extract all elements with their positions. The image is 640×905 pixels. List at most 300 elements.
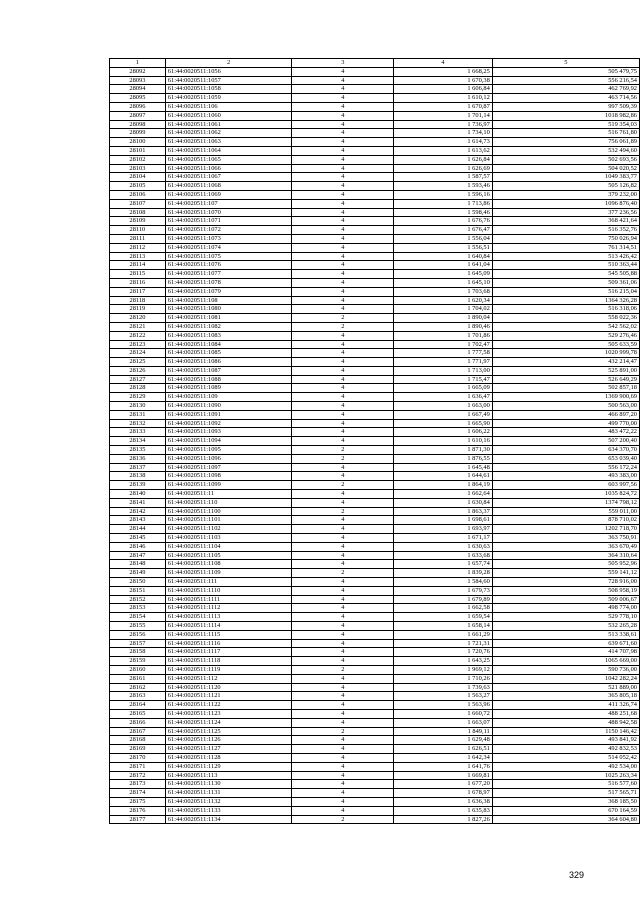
table-row (110, 419, 640, 428)
area-cell: 1 679,73 (394, 586, 493, 595)
table-row (110, 613, 640, 622)
cadastral-number-cell: 61:44:0020511:1058 (165, 85, 292, 94)
table-row (110, 560, 640, 569)
value-cell: 462 769,92 (492, 85, 639, 94)
cadastral-number-cell: 61:44:0020511:1087 (165, 366, 292, 375)
value-cell: 507 200,40 (492, 437, 639, 446)
category-cell: 4 (292, 428, 394, 437)
cadastral-number-cell: 61:44:0020511:1113 (165, 613, 292, 622)
category-cell: 4 (292, 173, 394, 182)
category-cell: 4 (292, 261, 394, 270)
row-number-cell: 28137 (110, 463, 166, 472)
table-row (110, 111, 640, 120)
row-number-cell: 28095 (110, 94, 166, 103)
cadastral-number-cell: 61:44:0020511:1070 (165, 208, 292, 217)
row-number-cell: 28115 (110, 270, 166, 279)
value-cell: 603 997,56 (492, 481, 639, 490)
table-row (110, 806, 640, 815)
category-cell: 4 (292, 138, 394, 147)
table-row (110, 745, 640, 754)
table-row (110, 648, 640, 657)
category-cell: 4 (292, 146, 394, 155)
table-row (110, 331, 640, 340)
table-row (110, 507, 640, 516)
category-cell: 4 (292, 67, 394, 76)
category-cell: 2 (292, 507, 394, 516)
area-cell: 1 703,68 (394, 287, 493, 296)
table-row (110, 190, 640, 199)
row-number-cell: 28117 (110, 287, 166, 296)
table-row (110, 226, 640, 235)
value-cell: 653 039,40 (492, 454, 639, 463)
row-number-cell: 28155 (110, 622, 166, 631)
row-number-cell: 28124 (110, 349, 166, 358)
row-number-cell: 28159 (110, 657, 166, 666)
row-number-cell: 28164 (110, 701, 166, 710)
category-cell: 4 (292, 129, 394, 138)
value-cell: 728 916,00 (492, 578, 639, 587)
table-header-row (110, 59, 640, 68)
table-row (110, 604, 640, 613)
cadastral-number-cell: 61:44:0020511:1061 (165, 120, 292, 129)
category-cell: 4 (292, 349, 394, 358)
area-cell: 1 660,72 (394, 709, 493, 718)
table-row (110, 340, 640, 349)
area-cell: 1 827,26 (394, 815, 493, 824)
area-cell: 1 739,63 (394, 683, 493, 692)
value-cell: 483 472,22 (492, 428, 639, 437)
value-cell: 379 232,00 (492, 190, 639, 199)
cadastral-number-cell: 61:44:0020511:1133 (165, 806, 292, 815)
row-number-cell: 28106 (110, 190, 166, 199)
table-row (110, 270, 640, 279)
cadastral-number-cell: 61:44:0020511:1081 (165, 314, 292, 323)
row-number-cell: 28096 (110, 102, 166, 111)
value-cell: 505 633,59 (492, 340, 639, 349)
category-cell: 4 (292, 525, 394, 534)
cadastral-number-cell: 61:44:0020511:1067 (165, 173, 292, 182)
value-cell: 670 164,59 (492, 806, 639, 815)
cadastral-number-cell: 61:44:0020511:1116 (165, 639, 292, 648)
row-number-cell: 28158 (110, 648, 166, 657)
row-number-cell: 28125 (110, 358, 166, 367)
category-cell: 4 (292, 76, 394, 85)
cadastral-number-cell: 61:44:0020511:1094 (165, 437, 292, 446)
cadastral-number-cell: 61:44:0020511:1127 (165, 745, 292, 754)
value-cell: 510 363,44 (492, 261, 639, 270)
category-cell: 4 (292, 270, 394, 279)
cadastral-number-cell: 61:44:0020511:1109 (165, 569, 292, 578)
area-cell: 1 713,00 (394, 366, 493, 375)
category-cell: 4 (292, 287, 394, 296)
area-cell: 1 636,47 (394, 393, 493, 402)
value-cell: 1096 876,40 (492, 199, 639, 208)
row-number-cell: 28156 (110, 630, 166, 639)
row-number-cell: 28150 (110, 578, 166, 587)
value-cell: 411 326,74 (492, 701, 639, 710)
row-number-cell: 28171 (110, 762, 166, 771)
table-row (110, 349, 640, 358)
cadastral-number-cell: 61:44:0020511:1080 (165, 305, 292, 314)
value-cell: 516 352,76 (492, 226, 639, 235)
category-cell: 4 (292, 234, 394, 243)
area-cell: 1 633,68 (394, 551, 493, 560)
table-row (110, 569, 640, 578)
area-cell: 1 969,12 (394, 665, 493, 674)
area-cell: 1 839,28 (394, 569, 493, 578)
area-cell: 1 702,47 (394, 340, 493, 349)
column-header-5: 5 (492, 59, 639, 68)
table-row (110, 797, 640, 806)
table-row (110, 551, 640, 560)
row-number-cell: 28172 (110, 771, 166, 780)
table-row (110, 402, 640, 411)
cadastral-number-cell: 61:44:0020511:1123 (165, 709, 292, 718)
category-cell: 2 (292, 815, 394, 824)
table-row (110, 384, 640, 393)
area-cell: 1 670,38 (394, 76, 493, 85)
value-cell: 377 236,56 (492, 208, 639, 217)
category-cell: 4 (292, 490, 394, 499)
area-cell: 1 721,31 (394, 639, 493, 648)
row-number-cell: 28120 (110, 314, 166, 323)
area-cell: 1 645,10 (394, 278, 493, 287)
value-cell: 756 061,89 (492, 138, 639, 147)
area-cell: 1 715,47 (394, 375, 493, 384)
area-cell: 1 670,87 (394, 102, 493, 111)
area-cell: 1 871,30 (394, 446, 493, 455)
row-number-cell: 28111 (110, 234, 166, 243)
row-number-cell: 28133 (110, 428, 166, 437)
cadastral-number-cell: 61:44:0020511:1082 (165, 322, 292, 331)
area-cell: 1 720,76 (394, 648, 493, 657)
category-cell: 4 (292, 586, 394, 595)
category-cell: 4 (292, 94, 394, 103)
cadastral-number-cell: 61:44:0020511:1065 (165, 155, 292, 164)
cadastral-number-cell: 61:44:0020511:1126 (165, 736, 292, 745)
row-number-cell: 28104 (110, 173, 166, 182)
cadastral-number-cell: 61:44:0020511:1104 (165, 542, 292, 551)
table-row (110, 736, 640, 745)
area-cell: 1 643,25 (394, 657, 493, 666)
table-row (110, 630, 640, 639)
row-number-cell: 28140 (110, 490, 166, 499)
area-cell: 1 620,34 (394, 296, 493, 305)
cadastral-number-cell: 61:44:0020511:1066 (165, 164, 292, 173)
table-row (110, 217, 640, 226)
table-row (110, 498, 640, 507)
row-number-cell: 28132 (110, 419, 166, 428)
category-cell: 4 (292, 199, 394, 208)
category-cell: 4 (292, 745, 394, 754)
value-cell: 365 805,18 (492, 692, 639, 701)
cadastral-number-cell: 61:44:0020511:1089 (165, 384, 292, 393)
cadastral-number-cell: 61:44:0020511:1097 (165, 463, 292, 472)
table-row (110, 182, 640, 191)
value-cell: 556 216,54 (492, 76, 639, 85)
table-row (110, 358, 640, 367)
table-row (110, 727, 640, 736)
row-number-cell: 28168 (110, 736, 166, 745)
table-body (110, 67, 640, 824)
category-cell: 4 (292, 604, 394, 613)
cadastral-number-cell: 61:44:0020511:1076 (165, 261, 292, 270)
row-number-cell: 28138 (110, 472, 166, 481)
cadastral-number-cell: 61:44:0020511:1118 (165, 657, 292, 666)
area-cell: 1 610,12 (394, 94, 493, 103)
area-cell: 1 734,10 (394, 129, 493, 138)
cadastral-number-cell: 61:44:0020511:1078 (165, 278, 292, 287)
table-row (110, 622, 640, 631)
table-row (110, 314, 640, 323)
value-cell: 1042 282,24 (492, 674, 639, 683)
row-number-cell: 28092 (110, 67, 166, 76)
category-cell: 4 (292, 296, 394, 305)
area-cell: 1 667,49 (394, 410, 493, 419)
category-cell: 4 (292, 516, 394, 525)
row-number-cell: 28148 (110, 560, 166, 569)
cadastral-number-cell: 61:44:0020511:106 (165, 102, 292, 111)
table-row (110, 85, 640, 94)
table-row (110, 815, 640, 824)
table-row (110, 164, 640, 173)
area-cell: 1 556,51 (394, 243, 493, 252)
page-number: 329 (568, 870, 584, 880)
area-cell: 1 668,25 (394, 67, 493, 76)
cadastral-number-cell: 61:44:0020511:1131 (165, 789, 292, 798)
area-cell: 1 636,38 (394, 797, 493, 806)
category-cell: 4 (292, 551, 394, 560)
cadastral-value-table (109, 58, 640, 824)
category-cell: 4 (292, 111, 394, 120)
table-row (110, 138, 640, 147)
row-number-cell: 28105 (110, 182, 166, 191)
value-cell: 502 693,56 (492, 155, 639, 164)
row-number-cell: 28094 (110, 85, 166, 94)
table-row (110, 296, 640, 305)
area-cell: 1 584,60 (394, 578, 493, 587)
cadastral-number-cell: 61:44:0020511:109 (165, 393, 292, 402)
area-cell: 1 556,04 (394, 234, 493, 243)
table-row (110, 199, 640, 208)
table-row (110, 701, 640, 710)
category-cell: 4 (292, 648, 394, 657)
value-cell: 1374 798,12 (492, 498, 639, 507)
table-row (110, 472, 640, 481)
table-row (110, 437, 640, 446)
value-cell: 500 563,00 (492, 402, 639, 411)
category-cell: 4 (292, 560, 394, 569)
cadastral-number-cell: 61:44:0020511:1114 (165, 622, 292, 631)
cadastral-number-cell: 61:44:0020511:1092 (165, 419, 292, 428)
table-row (110, 525, 640, 534)
category-cell: 4 (292, 102, 394, 111)
area-cell: 1 587,57 (394, 173, 493, 182)
cadastral-number-cell: 61:44:0020511:1079 (165, 287, 292, 296)
row-number-cell: 28142 (110, 507, 166, 516)
cadastral-number-cell: 61:44:0020511:1093 (165, 428, 292, 437)
table-row (110, 762, 640, 771)
category-cell: 4 (292, 358, 394, 367)
category-cell: 4 (292, 498, 394, 507)
cadastral-number-cell: 61:44:0020511:1088 (165, 375, 292, 384)
cadastral-number-cell: 61:44:0020511:1075 (165, 252, 292, 261)
cadastral-number-cell: 61:44:0020511:1057 (165, 76, 292, 85)
category-cell: 4 (292, 252, 394, 261)
row-number-cell: 28123 (110, 340, 166, 349)
row-number-cell: 28147 (110, 551, 166, 560)
row-number-cell: 28129 (110, 393, 166, 402)
cadastral-number-cell: 61:44:0020511:1056 (165, 67, 292, 76)
value-cell: 545 505,88 (492, 270, 639, 279)
table-row (110, 67, 640, 76)
row-number-cell: 28173 (110, 780, 166, 789)
cadastral-number-cell: 61:44:0020511:1121 (165, 692, 292, 701)
value-cell: 505 952,96 (492, 560, 639, 569)
cadastral-number-cell: 61:44:0020511:1134 (165, 815, 292, 824)
row-number-cell: 28109 (110, 217, 166, 226)
category-cell: 4 (292, 718, 394, 727)
area-cell: 1 663,07 (394, 718, 493, 727)
area-cell: 1 659,54 (394, 613, 493, 622)
area-cell: 1 849,11 (394, 727, 493, 736)
cadastral-number-cell: 61:44:0020511:1108 (165, 560, 292, 569)
category-cell: 4 (292, 595, 394, 604)
row-number-cell: 28126 (110, 366, 166, 375)
category-cell: 4 (292, 384, 394, 393)
value-cell: 542 562,02 (492, 322, 639, 331)
cadastral-number-cell: 61:44:0020511:112 (165, 674, 292, 683)
cadastral-number-cell: 61:44:0020511:1074 (165, 243, 292, 252)
cadastral-number-cell: 61:44:0020511:1085 (165, 349, 292, 358)
table-row (110, 375, 640, 384)
value-cell: 368 185,50 (492, 797, 639, 806)
cadastral-number-cell: 61:44:0020511:1068 (165, 182, 292, 191)
value-cell: 505 479,75 (492, 67, 639, 76)
value-cell: 363 670,49 (492, 542, 639, 551)
area-cell: 1 658,14 (394, 622, 493, 631)
area-cell: 1 676,47 (394, 226, 493, 235)
row-number-cell: 28145 (110, 534, 166, 543)
cadastral-number-cell: 61:44:0020511:11 (165, 490, 292, 499)
table-row (110, 173, 640, 182)
area-cell: 1 677,20 (394, 780, 493, 789)
table-row (110, 428, 640, 437)
value-cell: 504 020,52 (492, 164, 639, 173)
area-cell: 1 671,17 (394, 534, 493, 543)
value-cell: 516 577,60 (492, 780, 639, 789)
cadastral-number-cell: 61:44:0020511:1063 (165, 138, 292, 147)
value-cell: 529 276,46 (492, 331, 639, 340)
row-number-cell: 28163 (110, 692, 166, 701)
category-cell: 4 (292, 120, 394, 129)
row-number-cell: 28177 (110, 815, 166, 824)
area-cell: 1 626,69 (394, 164, 493, 173)
value-cell: 1065 669,00 (492, 657, 639, 666)
row-number-cell: 28100 (110, 138, 166, 147)
area-cell: 1 701,14 (394, 111, 493, 120)
table-row (110, 665, 640, 674)
cadastral-number-cell: 61:44:0020511:1111 (165, 595, 292, 604)
area-cell: 1 626,84 (394, 155, 493, 164)
row-number-cell: 28166 (110, 718, 166, 727)
value-cell: 559 141,12 (492, 569, 639, 578)
value-cell: 368 421,64 (492, 217, 639, 226)
table-row (110, 692, 640, 701)
category-cell: 4 (292, 613, 394, 622)
row-number-cell: 28098 (110, 120, 166, 129)
cadastral-number-cell: 61:44:0020511:1101 (165, 516, 292, 525)
row-number-cell: 28127 (110, 375, 166, 384)
value-cell: 508 958,19 (492, 586, 639, 595)
cadastral-number-cell: 61:44:0020511:111 (165, 578, 292, 587)
value-cell: 364 604,80 (492, 815, 639, 824)
cadastral-number-cell: 61:44:0020511:1102 (165, 525, 292, 534)
category-cell: 4 (292, 578, 394, 587)
row-number-cell: 28114 (110, 261, 166, 270)
area-cell: 1 606,22 (394, 428, 493, 437)
cadastral-number-cell: 61:44:0020511:1062 (165, 129, 292, 138)
table-row (110, 120, 640, 129)
table-row (110, 718, 640, 727)
table-row (110, 129, 640, 138)
area-cell: 1 704,02 (394, 305, 493, 314)
category-cell: 4 (292, 340, 394, 349)
row-number-cell: 28167 (110, 727, 166, 736)
row-number-cell: 28152 (110, 595, 166, 604)
table-row (110, 753, 640, 762)
table-row (110, 305, 640, 314)
value-cell: 463 714,56 (492, 94, 639, 103)
category-cell: 4 (292, 410, 394, 419)
cadastral-number-cell: 61:44:0020511:113 (165, 771, 292, 780)
row-number-cell: 28143 (110, 516, 166, 525)
category-cell: 4 (292, 534, 394, 543)
area-cell: 1 598,46 (394, 208, 493, 217)
value-cell: 519 354,03 (492, 120, 639, 129)
column-header-2: 2 (165, 59, 292, 68)
row-number-cell: 28121 (110, 322, 166, 331)
cadastral-number-cell: 61:44:0020511:1096 (165, 454, 292, 463)
area-cell: 1 644,61 (394, 472, 493, 481)
row-number-cell: 28102 (110, 155, 166, 164)
value-cell: 505 126,82 (492, 182, 639, 191)
row-number-cell: 28122 (110, 331, 166, 340)
area-cell: 1 663,00 (394, 402, 493, 411)
category-cell: 4 (292, 622, 394, 631)
column-header-4: 4 (394, 59, 493, 68)
cadastral-number-cell: 61:44:0020511:1098 (165, 472, 292, 481)
category-cell: 4 (292, 630, 394, 639)
cadastral-number-cell: 61:44:0020511:1060 (165, 111, 292, 120)
category-cell: 4 (292, 305, 394, 314)
category-cell: 4 (292, 155, 394, 164)
category-cell: 4 (292, 437, 394, 446)
row-number-cell: 28146 (110, 542, 166, 551)
row-number-cell: 28157 (110, 639, 166, 648)
cadastral-number-cell: 61:44:0020511:1130 (165, 780, 292, 789)
category-cell: 4 (292, 419, 394, 428)
category-cell: 2 (292, 454, 394, 463)
value-cell: 363 750,91 (492, 534, 639, 543)
category-cell: 2 (292, 314, 394, 323)
row-number-cell: 28134 (110, 437, 166, 446)
value-cell: 498 774,00 (492, 604, 639, 613)
row-number-cell: 28141 (110, 498, 166, 507)
area-cell: 1 890,46 (394, 322, 493, 331)
cadastral-number-cell: 61:44:0020511:1091 (165, 410, 292, 419)
category-cell: 4 (292, 402, 394, 411)
